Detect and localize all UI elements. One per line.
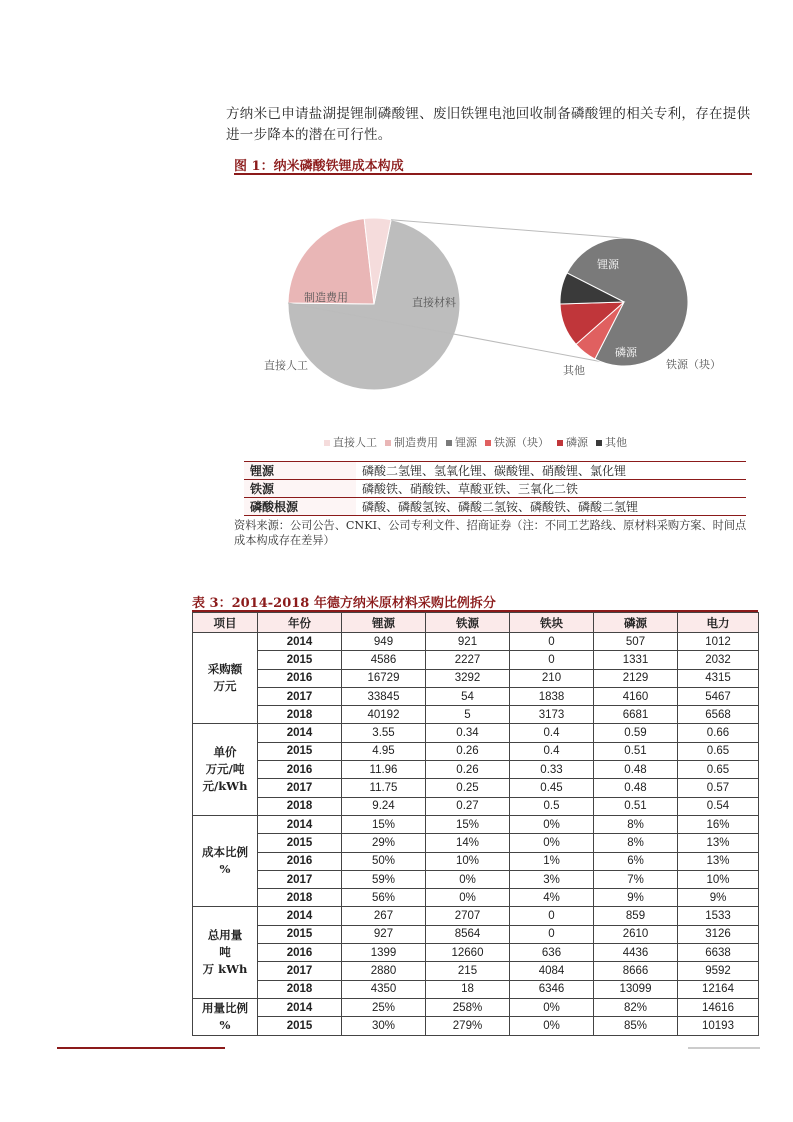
value-cell: 59% [342,870,426,888]
value-cell: 258% [426,998,510,1016]
table-row [193,815,759,833]
value-cell: 921 [426,633,510,651]
value-cell: 3173 [510,706,594,724]
value-cell: 8% [594,834,678,852]
intro-paragraph: 方纳米已申请盐湖提锂制磷酸锂、废旧铁锂电池回收制备磷酸锂的相关专利，存在提供进一步降本的潜在可行性。 [226,106,751,143]
value-cell: 3.55 [342,724,426,742]
value-cell: 82% [594,998,678,1016]
value-cell: 215 [426,962,510,980]
group-label: 成本比例 % [193,815,258,906]
value-cell: 14% [426,834,510,852]
legend-label: 制造费用 [394,436,438,449]
year-cell: 2016 [258,761,342,779]
value-cell: 0 [510,925,594,943]
value-cell: 4160 [594,687,678,705]
value-cell: 54 [426,687,510,705]
table-row [193,1017,759,1035]
table-row [193,925,759,943]
legend-item [557,436,588,449]
table-row [244,462,746,480]
value-cell: 0.51 [594,742,678,760]
value-cell: 2032 [678,651,759,669]
value-cell: 6% [594,852,678,870]
value-cell: 10193 [678,1017,759,1035]
year-cell: 2014 [258,815,342,833]
year-cell: 2018 [258,980,342,998]
value-cell: 2227 [426,651,510,669]
source-value: 磷酸二氢锂、氢氧化锂、碳酸锂、硝酸锂、氯化锂 [356,462,746,480]
legend-swatch [324,440,330,446]
year-cell: 2014 [258,998,342,1016]
value-cell: 1012 [678,633,759,651]
source-key: 铁源 [244,480,356,498]
table-row [193,870,759,888]
value-cell: 0% [510,834,594,852]
year-cell: 2014 [258,633,342,651]
value-cell: 2880 [342,962,426,980]
source-value: 磷酸、磷酸氢铵、磷酸二氢铵、磷酸铁、磷酸二氢锂 [356,498,746,516]
label-lithium: 锂源 [597,258,619,271]
table-row [193,633,759,651]
value-cell: 40192 [342,706,426,724]
column-header: 铁块 [510,613,594,633]
table-row [193,944,759,962]
raw-material-sources-table [244,461,746,516]
table-row [193,761,759,779]
value-cell: 12660 [426,944,510,962]
value-cell: 4% [510,889,594,907]
value-cell: 50% [342,852,426,870]
table-row [193,724,759,742]
value-cell: 0% [426,889,510,907]
table-row [193,687,759,705]
value-cell: 16729 [342,669,426,687]
legend-item [324,436,377,449]
value-cell: 507 [594,633,678,651]
value-cell: 9.24 [342,797,426,815]
value-cell: 0.33 [510,761,594,779]
value-cell: 0.34 [426,724,510,742]
value-cell: 1533 [678,907,759,925]
value-cell: 11.96 [342,761,426,779]
value-cell: 2129 [594,669,678,687]
value-cell: 0% [510,815,594,833]
value-cell: 10% [678,870,759,888]
value-cell: 6568 [678,706,759,724]
table-row [193,742,759,760]
value-cell: 8666 [594,962,678,980]
value-cell: 16% [678,815,759,833]
year-cell: 2018 [258,889,342,907]
footer-rule-right [688,1047,760,1049]
value-cell: 0.48 [594,761,678,779]
group-label: 采购额 万元 [193,633,258,724]
legend-label: 磷源 [566,436,588,449]
legend-swatch [446,440,452,446]
value-cell: 0.59 [594,724,678,742]
table-row [193,669,759,687]
value-cell: 13099 [594,980,678,998]
year-cell: 2015 [258,742,342,760]
value-cell: 6681 [594,706,678,724]
legend-swatch [485,440,491,446]
pie-chart-svg [234,176,752,426]
value-cell: 85% [594,1017,678,1035]
year-cell: 2016 [258,944,342,962]
value-cell: 0.45 [510,779,594,797]
legend-item [385,436,438,449]
value-cell: 0 [510,907,594,925]
table-row [193,962,759,980]
table-row [193,998,759,1016]
value-cell: 0.4 [510,724,594,742]
label-direct-labor: 直接人工 [264,359,308,372]
value-cell: 8564 [426,925,510,943]
table-row [193,907,759,925]
value-cell: 859 [594,907,678,925]
value-cell: 636 [510,944,594,962]
year-cell: 2014 [258,907,342,925]
value-cell: 14616 [678,998,759,1016]
chart-legend [324,434,635,450]
legend-item [596,436,627,449]
legend-item [485,436,549,449]
table-row [193,852,759,870]
legend-swatch [557,440,563,446]
value-cell: 2610 [594,925,678,943]
value-cell: 56% [342,889,426,907]
value-cell: 5467 [678,687,759,705]
column-header: 年份 [258,613,342,633]
value-cell: 12164 [678,980,759,998]
table-title: 表 3：2014-2018 年德方纳米原材料采购比例拆分 [192,592,758,612]
value-cell: 0% [426,870,510,888]
value-cell: 0.48 [594,779,678,797]
value-cell: 0.5 [510,797,594,815]
value-cell: 9% [678,889,759,907]
year-cell: 2015 [258,925,342,943]
value-cell: 15% [426,815,510,833]
column-header: 锂源 [342,613,426,633]
value-cell: 13% [678,852,759,870]
table-row [193,779,759,797]
year-cell: 2015 [258,834,342,852]
value-cell: 927 [342,925,426,943]
value-cell: 9% [594,889,678,907]
legend-swatch [596,440,602,446]
source-note: 资料来源：公司公告、CNKI、公司专利文件、招商证券（注：不同工艺路线、原材料采购方案、时间点成本构成存在差异） [234,519,747,547]
value-cell: 4436 [594,944,678,962]
value-cell: 0.66 [678,724,759,742]
value-cell: 9592 [678,962,759,980]
value-cell: 2707 [426,907,510,925]
value-cell: 13% [678,834,759,852]
year-cell: 2014 [258,724,342,742]
label-direct-material: 直接材料 [412,296,456,309]
table-row [193,834,759,852]
value-cell: 3126 [678,925,759,943]
value-cell: 1838 [510,687,594,705]
legend-swatch [385,440,391,446]
value-cell: 7% [594,870,678,888]
value-cell: 6346 [510,980,594,998]
source-key: 锂源 [244,462,356,480]
group-label: 用量比例 % [193,998,258,1035]
label-other: 其他 [563,364,585,377]
value-cell: 29% [342,834,426,852]
value-cell: 4586 [342,651,426,669]
value-cell: 0.65 [678,742,759,760]
value-cell: 0.65 [678,761,759,779]
year-cell: 2017 [258,870,342,888]
value-cell: 0.4 [510,742,594,760]
value-cell: 10% [426,852,510,870]
value-cell: 0.26 [426,761,510,779]
value-cell: 0% [510,998,594,1016]
value-cell: 210 [510,669,594,687]
year-cell: 2018 [258,797,342,815]
footer-rule-left [57,1047,225,1049]
legend-label: 铁源（块） [494,436,549,449]
value-cell: 0.54 [678,797,759,815]
value-cell: 4084 [510,962,594,980]
value-cell: 3% [510,870,594,888]
value-cell: 11.75 [342,779,426,797]
figure-title: 图 1：纳米磷酸铁锂成本构成 [234,155,752,175]
table-row [193,651,759,669]
year-cell: 2018 [258,706,342,724]
column-header: 电力 [678,613,759,633]
year-cell: 2016 [258,852,342,870]
value-cell: 5 [426,706,510,724]
value-cell: 0 [510,651,594,669]
value-cell: 0.26 [426,742,510,760]
label-iron: 铁源（块） [666,358,721,371]
value-cell: 949 [342,633,426,651]
year-cell: 2015 [258,1017,342,1035]
legend-label: 其他 [605,436,627,449]
value-cell: 4350 [342,980,426,998]
column-header: 磷源 [594,613,678,633]
value-cell: 15% [342,815,426,833]
label-manufacturing: 制造费用 [304,291,348,304]
value-cell: 18 [426,980,510,998]
legend-item [446,436,477,449]
value-cell: 1399 [342,944,426,962]
year-cell: 2017 [258,779,342,797]
legend-label: 锂源 [455,436,477,449]
year-cell: 2016 [258,669,342,687]
year-cell: 2015 [258,651,342,669]
value-cell: 267 [342,907,426,925]
year-cell: 2017 [258,962,342,980]
value-cell: 1331 [594,651,678,669]
table-row [244,480,746,498]
table-row [193,797,759,815]
legend-label: 直接人工 [333,436,377,449]
year-cell: 2017 [258,687,342,705]
value-cell: 30% [342,1017,426,1035]
column-header: 铁源 [426,613,510,633]
value-cell: 0.57 [678,779,759,797]
value-cell: 6638 [678,944,759,962]
table-row [244,498,746,516]
column-header: 项目 [193,613,258,633]
table-row [193,706,759,724]
procurement-table [192,612,759,1036]
group-label: 总用量 吨 万 kWh [193,907,258,998]
value-cell: 0.51 [594,797,678,815]
table-row [193,980,759,998]
value-cell: 8% [594,815,678,833]
value-cell: 4315 [678,669,759,687]
value-cell: 0.25 [426,779,510,797]
value-cell: 25% [342,998,426,1016]
value-cell: 33845 [342,687,426,705]
value-cell: 0 [510,633,594,651]
value-cell: 279% [426,1017,510,1035]
table-row [193,889,759,907]
label-phosphorus: 磷源 [615,346,637,359]
value-cell: 1% [510,852,594,870]
source-value: 磷酸铁、硝酸铁、草酸亚铁、三氧化二铁 [356,480,746,498]
cost-structure-chart [234,176,752,461]
value-cell: 3292 [426,669,510,687]
value-cell: 4.95 [342,742,426,760]
value-cell: 0.27 [426,797,510,815]
value-cell: 0% [510,1017,594,1035]
source-key: 磷酸根源 [244,498,356,516]
group-label: 单价 万元/吨 元/kWh [193,724,258,815]
